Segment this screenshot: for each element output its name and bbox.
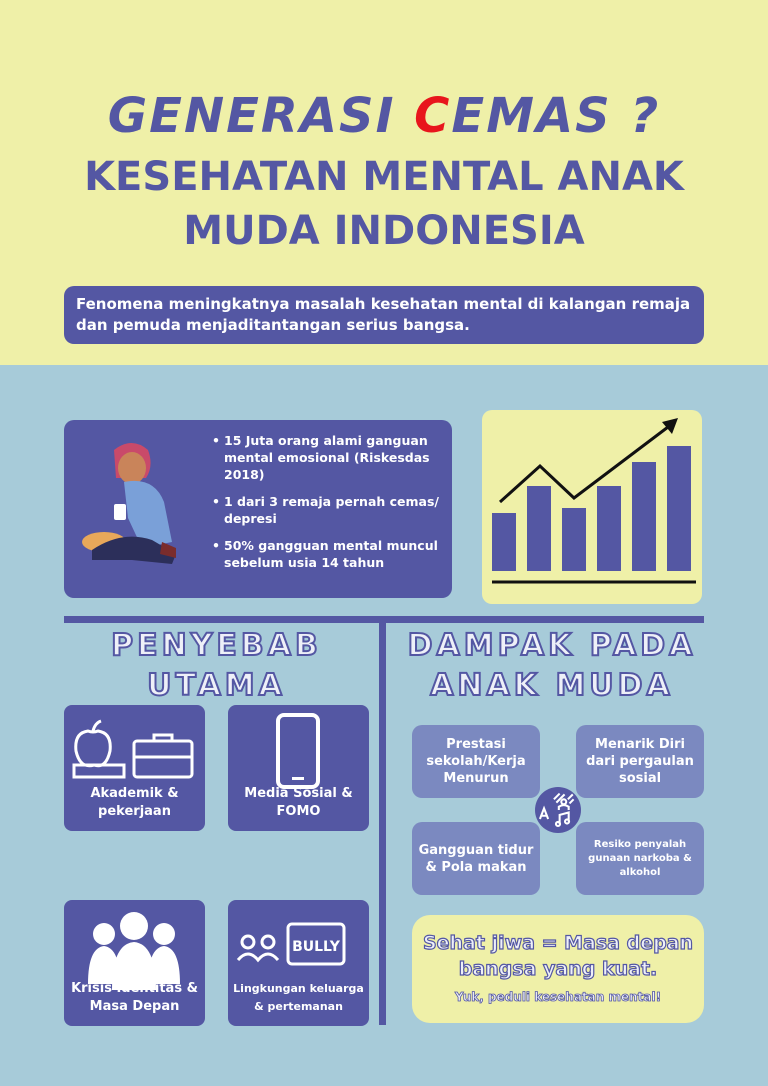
bully-text: BULLY xyxy=(292,939,340,955)
tile-label: Krisis Identitas & Masa Depan xyxy=(71,981,198,1014)
impact-icons-circle xyxy=(535,787,581,833)
impact-withdrawal: Menarik Diri dari pergaulan sosial xyxy=(576,725,704,798)
stat-item: • 50% gangguan mental muncul sebelum usia 14 tahun xyxy=(212,537,448,571)
smartphone-icon xyxy=(228,713,369,793)
stats-box xyxy=(64,420,452,598)
call-to-action: Yuk, peduli kesehatan mental! xyxy=(454,990,662,1004)
impact-sleep: Gangguan tidur & Pola makan xyxy=(412,822,540,895)
apple-briefcase-icon xyxy=(64,713,205,793)
cause-tile-environment xyxy=(228,900,369,1026)
bully-icon xyxy=(228,908,369,978)
impact-academic: Prestasi sekolah/Kerja Menurun xyxy=(412,725,540,798)
mood-music-icon xyxy=(535,787,581,833)
cause-tile-academic xyxy=(64,705,205,831)
tile-label: Media Sosial & FOMO xyxy=(244,786,353,819)
title-part: EMAS ? xyxy=(451,88,661,144)
tile-label: Lingkungan keluarga & pertemanan xyxy=(233,982,364,1013)
title-part: GENERASI xyxy=(107,88,415,144)
closing-box xyxy=(412,915,704,1023)
trend-chart-icon xyxy=(482,410,702,604)
cause-tile-identity xyxy=(64,900,205,1026)
cause-tile-social-media xyxy=(228,705,369,831)
stat-item: • 15 Juta orang alami ganguan mental emosional (Riskesdas 2018) xyxy=(212,432,448,483)
closing-message: Sehat jiwa = Masa depan bangsa yang kuat. xyxy=(422,932,694,980)
stat-item: • 1 dari 3 remaja pernah cemas/ depresi xyxy=(212,493,448,527)
title-red-letter: C xyxy=(414,88,452,144)
impact-substance: Resiko penyalah gunaan narkoba & alkohol xyxy=(576,822,704,895)
title-line1 xyxy=(0,88,768,144)
growth-chart-illustration xyxy=(482,410,702,604)
divider-vertical xyxy=(379,620,386,1025)
anxious-person-illustration xyxy=(74,420,214,598)
stats-list xyxy=(212,432,448,581)
header-section xyxy=(0,0,768,365)
causes-heading: PENYEBAB UTAMA xyxy=(111,628,322,703)
title-line2: KESEHATAN MENTAL ANAK MUDA INDONESIA xyxy=(84,154,684,254)
impacts-heading: DAMPAK PADA ANAK MUDA xyxy=(407,628,697,703)
intro-text: Fenomena meningkatnya masalah kesehatan mental di kalangan remaja dan pemuda menjaditantangan serius bangsa. xyxy=(64,286,704,344)
tile-label: Akademik & pekerjaan xyxy=(90,786,179,819)
